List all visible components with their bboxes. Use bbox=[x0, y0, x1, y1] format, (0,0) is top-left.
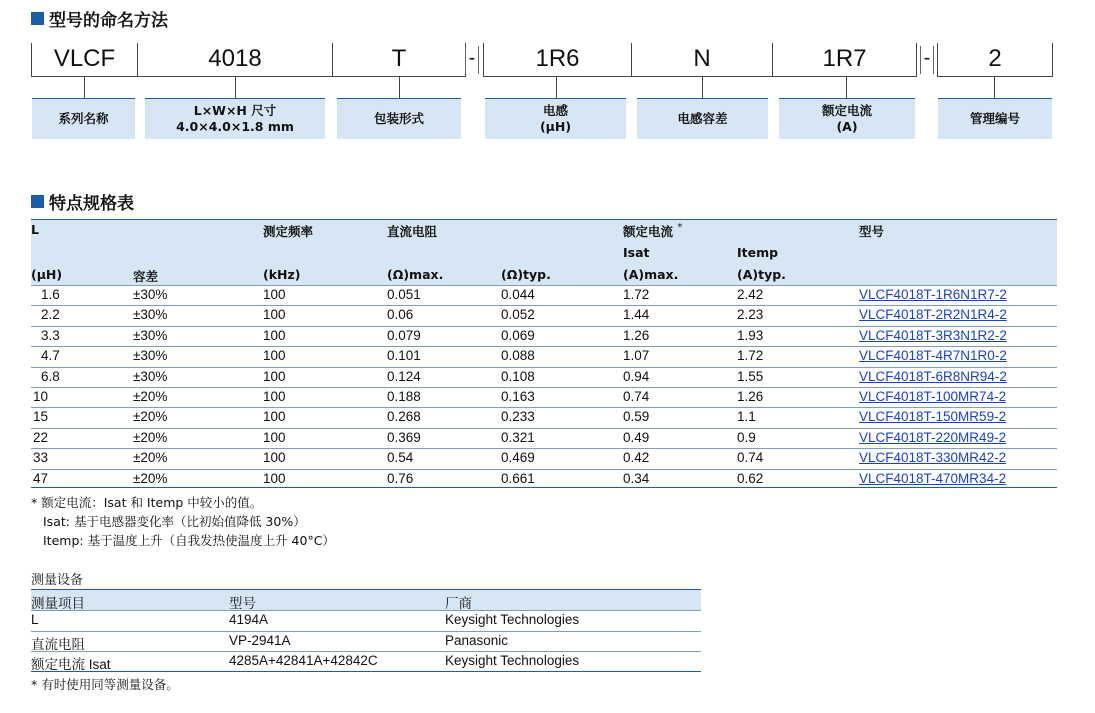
cell-isat: 0.94 bbox=[623, 368, 650, 384]
pn-label-line1: 额定电流 bbox=[821, 103, 872, 118]
cell-dcr-typ: 0.469 bbox=[501, 450, 535, 466]
eq-cell-model: 4194A bbox=[229, 612, 269, 627]
cell-freq: 100 bbox=[263, 307, 286, 323]
cell-dcr-max: 0.124 bbox=[387, 368, 421, 384]
connector-line bbox=[994, 77, 995, 99]
pn-label-line1: L×W×H 尺寸 bbox=[193, 103, 277, 118]
cell-isat: 0.74 bbox=[623, 389, 650, 404]
note-rated-current: * 额定电流：Isat 和 Itemp 中较小的值。 bbox=[31, 495, 263, 510]
eq-header-maker: 厂商 bbox=[445, 596, 472, 612]
model-link[interactable]: VLCF4018T-4R7N1R0-2 bbox=[859, 348, 1007, 364]
cell-itemp: 1.26 bbox=[737, 389, 764, 404]
cell-isat: 1.07 bbox=[623, 348, 650, 364]
pn-dash-2: - bbox=[920, 46, 934, 74]
cell-dcr-max: 0.188 bbox=[387, 389, 421, 404]
eq-header-model: 型号 bbox=[229, 596, 256, 612]
cell-l: 15 bbox=[33, 409, 49, 425]
cell-itemp: 1.1 bbox=[737, 409, 756, 425]
cell-freq: 100 bbox=[263, 368, 286, 384]
square-bullet-icon bbox=[31, 195, 44, 208]
cell-dcr-typ: 0.233 bbox=[501, 409, 535, 425]
header-itemp-unit: (A)typ. bbox=[737, 267, 786, 282]
cell-dcr-typ: 0.044 bbox=[501, 287, 535, 302]
table-row bbox=[31, 367, 1057, 387]
pn-label-line1: 电感容差 bbox=[677, 111, 728, 126]
cell-itemp: 0.74 bbox=[737, 450, 764, 466]
table-bottom-rule bbox=[31, 487, 1057, 488]
cell-dcr-max: 0.06 bbox=[387, 307, 414, 323]
equipment-footnote: * 有时使用同等测量设备。 bbox=[31, 677, 179, 692]
cell-l: 6.8 bbox=[41, 368, 60, 384]
header-dcr: 直流电阻 bbox=[387, 224, 438, 239]
model-link[interactable]: VLCF4018T-2R2N1R4-2 bbox=[859, 307, 1007, 323]
pn-label-tolerance bbox=[637, 98, 768, 139]
model-link[interactable]: VLCF4018T-470MR34-2 bbox=[859, 470, 1007, 486]
cell-l: 10 bbox=[33, 389, 49, 404]
cell-itemp: 2.42 bbox=[737, 287, 764, 302]
pn-label-line1: 电感 bbox=[542, 103, 568, 118]
cell-dcr-typ: 0.088 bbox=[501, 348, 535, 364]
cell-tol: ±30% bbox=[133, 327, 168, 343]
cell-l: 47 bbox=[33, 470, 49, 486]
cell-l: 33 bbox=[33, 450, 49, 466]
table-row bbox=[31, 326, 1057, 346]
naming-section-title bbox=[31, 6, 168, 31]
table-row bbox=[31, 305, 1057, 325]
header-freq-unit: (kHz) bbox=[263, 267, 301, 282]
connector-line bbox=[846, 77, 847, 99]
cell-dcr-typ: 0.661 bbox=[501, 470, 535, 486]
cell-dcr-max: 0.54 bbox=[387, 450, 414, 466]
table-row bbox=[31, 469, 1057, 489]
connector-line bbox=[399, 77, 400, 99]
cell-l: 1.6 bbox=[41, 287, 60, 302]
cell-isat: 1.26 bbox=[623, 327, 650, 343]
connector-line bbox=[556, 77, 557, 99]
pn-label-line1: 系列名称 bbox=[58, 111, 109, 126]
pn-segment-series: VLCF bbox=[31, 43, 138, 77]
cell-tol: ±20% bbox=[133, 389, 168, 404]
table-row bbox=[31, 610, 701, 631]
cell-tol: ±20% bbox=[133, 470, 168, 486]
eq-cell-model: VP-2941A bbox=[229, 632, 291, 648]
connector-line bbox=[702, 77, 703, 99]
cell-tol: ±30% bbox=[133, 368, 168, 384]
cell-itemp: 2.23 bbox=[737, 307, 764, 323]
pn-label-line2: (μH) bbox=[539, 119, 572, 134]
pn-label-control bbox=[938, 98, 1052, 139]
eq-cell-maker: Keysight Technologies bbox=[445, 612, 580, 627]
header-isat-unit: (A)max. bbox=[623, 267, 679, 282]
pn-dash-1: - bbox=[465, 46, 479, 74]
cell-dcr-typ: 0.108 bbox=[501, 368, 535, 384]
header-dcr-typ: (Ω)typ. bbox=[501, 267, 551, 282]
cell-freq: 100 bbox=[263, 409, 286, 425]
model-link[interactable]: VLCF4018T-330MR42-2 bbox=[859, 450, 1007, 466]
eq-cell-model: 4285A+42841A+42842C bbox=[229, 653, 378, 668]
cell-isat: 0.59 bbox=[623, 409, 650, 425]
pn-label-line2: (A) bbox=[836, 119, 858, 134]
header-rated-mark: * bbox=[677, 222, 683, 233]
cell-l: 22 bbox=[33, 429, 49, 445]
cell-freq: 100 bbox=[263, 348, 286, 364]
pn-label-inductance bbox=[485, 98, 626, 139]
spec-table-header bbox=[31, 219, 1057, 285]
header-l: L bbox=[31, 222, 39, 237]
model-link[interactable]: VLCF4018T-3R3N1R2-2 bbox=[859, 327, 1007, 343]
model-link[interactable]: VLCF4018T-220MR49-2 bbox=[859, 429, 1007, 445]
model-link[interactable]: VLCF4018T-1R6N1R7-2 bbox=[859, 287, 1007, 302]
equipment-table-header bbox=[31, 589, 701, 610]
cell-isat: 1.72 bbox=[623, 287, 650, 302]
cell-l: 2.2 bbox=[41, 307, 60, 323]
table-row bbox=[31, 651, 701, 672]
cell-dcr-max: 0.369 bbox=[387, 429, 421, 445]
pn-label-line1: 包装形式 bbox=[373, 111, 424, 126]
eq-cell-maker: Panasonic bbox=[445, 632, 509, 648]
cell-isat: 1.44 bbox=[623, 307, 650, 323]
table-row bbox=[31, 428, 1057, 448]
square-bullet-icon bbox=[31, 12, 44, 25]
cell-dcr-typ: 0.163 bbox=[501, 389, 535, 404]
pn-label-series bbox=[32, 98, 135, 139]
cell-l: 3.3 bbox=[41, 327, 60, 343]
cell-isat: 0.42 bbox=[623, 450, 650, 466]
model-link[interactable]: VLCF4018T-6R8NR94-2 bbox=[859, 368, 1007, 384]
table-row bbox=[31, 387, 1057, 407]
table-row bbox=[31, 448, 1057, 468]
cell-dcr-typ: 0.069 bbox=[501, 327, 535, 343]
model-link[interactable]: VLCF4018T-150MR59-2 bbox=[859, 409, 1007, 425]
header-dcr-max: (Ω)max. bbox=[387, 267, 444, 282]
header-rated bbox=[623, 222, 682, 240]
cell-freq: 100 bbox=[263, 450, 286, 466]
cell-tol: ±20% bbox=[133, 409, 168, 425]
pn-label-packaging bbox=[337, 98, 461, 139]
pn-segment-inductance: 1R6 bbox=[483, 43, 632, 77]
cell-dcr-max: 0.101 bbox=[387, 348, 421, 364]
eq-cell-item: L bbox=[31, 612, 39, 627]
cell-dcr-max: 0.76 bbox=[387, 470, 414, 486]
cell-tol: ±30% bbox=[133, 348, 168, 364]
cell-itemp: 1.93 bbox=[737, 327, 764, 343]
table-row bbox=[31, 346, 1057, 366]
cell-freq: 100 bbox=[263, 470, 286, 486]
pn-segment-rated-current: 1R7 bbox=[773, 43, 917, 77]
cell-itemp: 0.62 bbox=[737, 470, 764, 486]
cell-dcr-max: 0.079 bbox=[387, 327, 421, 343]
header-model: 型号 bbox=[859, 224, 885, 239]
eq-cell-item: 额定电流 Isat bbox=[31, 657, 111, 672]
cell-isat: 0.34 bbox=[623, 470, 650, 486]
cell-tol: ±30% bbox=[133, 287, 168, 302]
model-link[interactable]: VLCF4018T-100MR74-2 bbox=[859, 389, 1007, 404]
pn-label-size bbox=[145, 98, 325, 139]
spec-title-text: 特点规格表 bbox=[49, 194, 134, 214]
connector-line bbox=[235, 77, 236, 99]
cell-tol: ±30% bbox=[133, 307, 168, 323]
cell-itemp: 0.9 bbox=[737, 429, 756, 445]
header-rated-text: 额定电流 bbox=[623, 224, 674, 239]
spec-section-title bbox=[31, 189, 134, 214]
note-isat: Isat: 基于电感器变化率（比初始值降低 30%） bbox=[43, 514, 306, 529]
cell-itemp: 1.55 bbox=[737, 368, 764, 384]
table-row bbox=[31, 407, 1057, 427]
pn-segment-tolerance: N bbox=[632, 43, 773, 77]
table-row bbox=[31, 285, 1057, 305]
header-freq: 测定频率 bbox=[263, 224, 314, 239]
header-tolerance: 容差 bbox=[133, 269, 159, 284]
pn-segment-control: 2 bbox=[937, 43, 1053, 77]
cell-dcr-typ: 0.052 bbox=[501, 307, 535, 323]
equipment-title: 测量设备 bbox=[31, 573, 84, 588]
cell-l: 4.7 bbox=[41, 348, 60, 364]
pn-label-rated-current bbox=[779, 98, 915, 139]
cell-itemp: 1.72 bbox=[737, 348, 764, 364]
header-l-unit: (μH) bbox=[31, 267, 63, 282]
eq-cell-item: 直流电阻 bbox=[31, 636, 85, 652]
cell-dcr-max: 0.268 bbox=[387, 409, 421, 425]
eq-header-item: 测量项目 bbox=[31, 596, 85, 612]
cell-isat: 0.49 bbox=[623, 429, 650, 445]
cell-freq: 100 bbox=[263, 389, 286, 404]
cell-dcr-typ: 0.321 bbox=[501, 429, 535, 445]
naming-title-text: 型号的命名方法 bbox=[49, 11, 168, 31]
cell-freq: 100 bbox=[263, 327, 286, 343]
cell-freq: 100 bbox=[263, 287, 286, 302]
header-itemp: Itemp bbox=[737, 245, 779, 260]
cell-tol: ±20% bbox=[133, 450, 168, 466]
pn-label-line2: 4.0×4.0×1.8 mm bbox=[176, 119, 294, 134]
header-isat: Isat bbox=[623, 245, 650, 260]
pn-label-line1: 管理编号 bbox=[969, 111, 1020, 126]
pn-segment-packaging: T bbox=[333, 43, 466, 77]
table-row bbox=[31, 631, 701, 652]
cell-tol: ±20% bbox=[133, 429, 168, 445]
cell-dcr-max: 0.051 bbox=[387, 287, 421, 302]
cell-freq: 100 bbox=[263, 429, 286, 445]
pn-segment-size: 4018 bbox=[138, 43, 333, 77]
eq-cell-maker: Keysight Technologies bbox=[445, 653, 580, 668]
note-itemp: Itemp: 基于温度上升（自我发热使温度上升 40°C） bbox=[43, 533, 335, 548]
connector-line bbox=[84, 77, 85, 99]
